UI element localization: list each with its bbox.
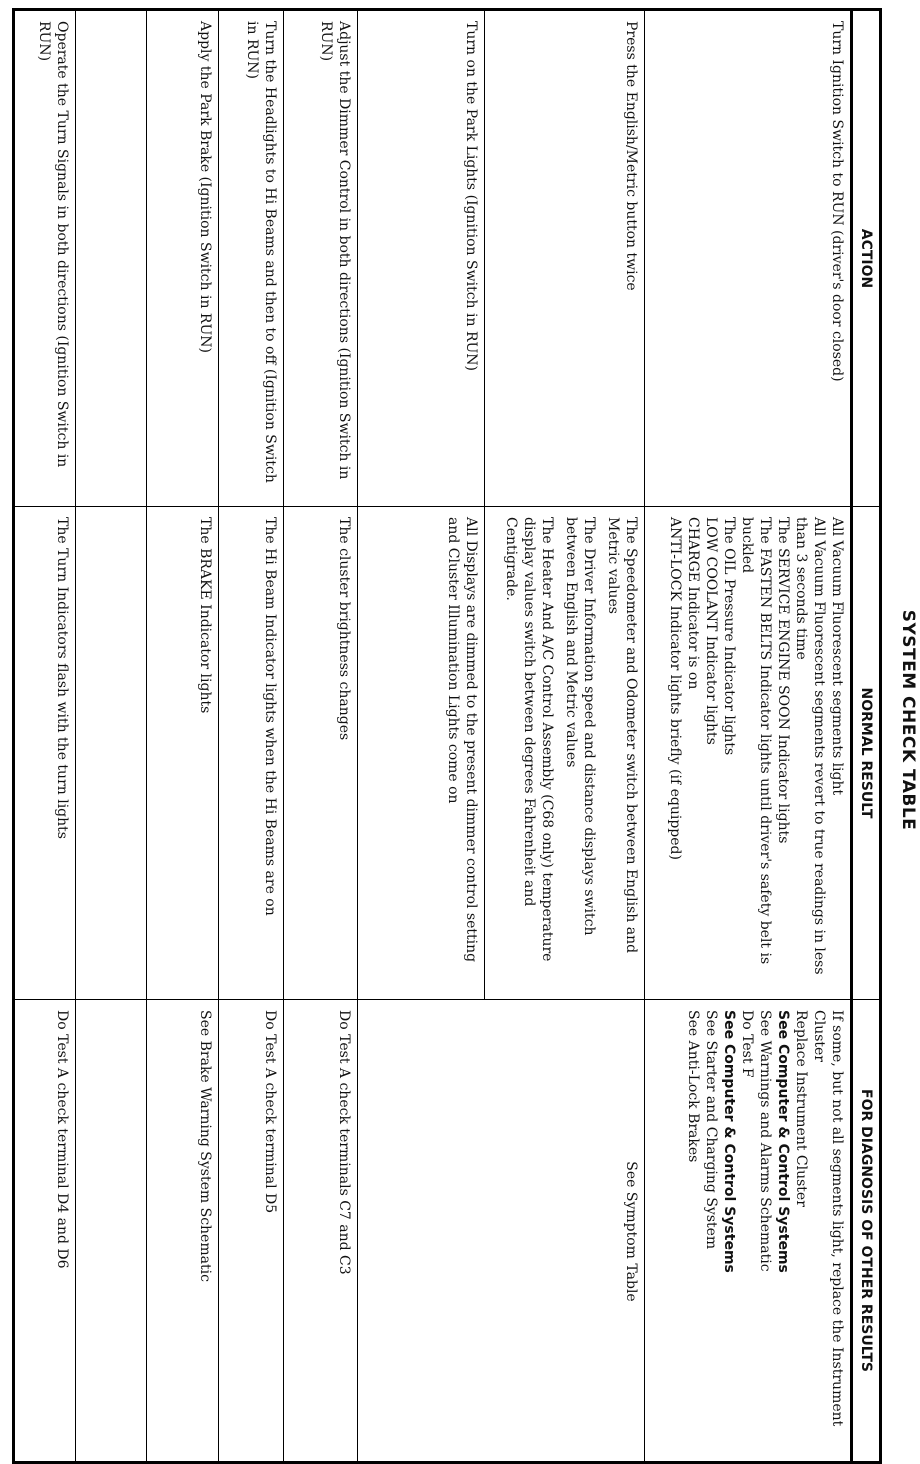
action-text: Operate the Turn Signals in both directions (Ignition Switch in RUN) [35, 21, 70, 468]
normal-result-cell [644, 507, 851, 1000]
action-cell [358, 10, 485, 507]
other-results-cell [284, 1000, 358, 1463]
table-row [14, 10, 76, 1463]
table-row [147, 10, 219, 1463]
diagnosis-text: See Starter and Charging System [703, 1010, 719, 1250]
diagnosis-text: See Computer & Control Systems [775, 1010, 791, 1273]
table-row [284, 10, 358, 1463]
normal-result-text: All Displays are dimmed to the present dimmer control setting and Cluster Illumination Lights come on [444, 517, 479, 963]
diagnosis-text: Do Test A check terminal D5 [262, 1010, 279, 1214]
action-text: Turn on the Park Lights (Ignition Switch in RUN) [462, 21, 479, 371]
action-text: Press the English/Metric button twice [622, 21, 639, 291]
normal-result-text: The Heater And A/C Control Assembly (C68 only) temperature display values switch between degrees Fahrenheit and Centigrade. [502, 517, 555, 962]
table-row [75, 10, 147, 1463]
diagnosis-text: Replace Instrument Cluster [793, 1010, 809, 1207]
normal-result-text: CHARGE Indicator is on [685, 517, 701, 690]
normal-result-text: The cluster brightness changes [336, 517, 353, 741]
other-results-cell [14, 1000, 76, 1463]
normal-result-text: The BRAKE Indicator lights [197, 517, 214, 714]
normal-result-cell [484, 507, 644, 1000]
action-text: Turn Ignition Switch to RUN (driver's door closed) [829, 21, 845, 382]
other-results-cell [75, 1000, 147, 1463]
normal-result-text: The Driver Information speed and distance displays switch between English and Metric values [562, 517, 597, 936]
normal-result-text: The Hi Beam Indicator lights when the Hi Beams are on [262, 517, 279, 916]
other-results-cell [644, 1000, 851, 1463]
action-cell [219, 10, 284, 507]
header-normal-result: NORMAL RESULT [852, 507, 881, 1000]
diagnosis-text: See Anti-Lock Brakes [685, 1010, 701, 1163]
normal-result-text: The FASTEN BELTS Indicator lights until driver's safety belt is buckled [739, 517, 773, 965]
system-check-table [12, 8, 882, 1464]
other-results-cell [219, 1000, 284, 1463]
action-text: Adjust the Dimmer Control in both directions (Ignition Switch in RUN) [318, 21, 353, 480]
diagnosis-text: Do Test F [739, 1010, 755, 1078]
diagnosis-text: Do Test A check terminals C7 and C3 [336, 1010, 353, 1275]
diagnosis-text: See Symptom Table [622, 1161, 639, 1302]
normal-result-cell [75, 507, 147, 1000]
normal-result-text: The SERVICE ENGINE SOON Indicator lights [775, 517, 791, 844]
page-title: SYSTEM CHECK TABLE [898, 609, 918, 831]
normal-result-cell [14, 507, 76, 1000]
table-row [484, 10, 644, 1463]
action-cell [644, 10, 851, 507]
other-results-cell [147, 1000, 219, 1463]
normal-result-cell [284, 507, 358, 1000]
action-text: Apply the Park Brake (Ignition Switch in RUN) [197, 21, 214, 353]
normal-result-text: ANTI-LOCK Indicator lights briefly (if equipped) [667, 517, 683, 860]
diagnosis-text: If some, but not all segments light, replace the Instrument Cluster [811, 1010, 845, 1427]
normal-result-text: The OIL Pressure Indicator lights [721, 517, 737, 756]
header-action: ACTION [852, 10, 881, 507]
action-cell [75, 10, 147, 507]
normal-result-cell [147, 507, 219, 1000]
header-row [852, 10, 881, 1463]
action-cell [14, 10, 76, 507]
diagnosis-text: Do Test A check terminal D4 and D6 [53, 1010, 70, 1269]
action-cell [284, 10, 358, 507]
normal-result-text: The Turn Indicators flash with the turn lights [53, 517, 70, 839]
normal-result-text: All Vacuum Fluorescent segments revert to true readings in less than 3 seconds time [793, 517, 827, 975]
table-row [219, 10, 284, 1463]
action-cell [147, 10, 219, 507]
normal-result-text: All Vacuum Fluorescent segments light [829, 517, 845, 796]
diagnosis-text: See Computer & Control Systems [721, 1010, 737, 1273]
action-cell [484, 10, 644, 507]
diagnosis-text: See Brake Warning System Schematic [197, 1010, 214, 1282]
table-row [644, 10, 851, 1463]
normal-result-cell [219, 507, 284, 1000]
normal-result-text: LOW COOLANT Indicator lights [703, 517, 719, 745]
other-results-cell [358, 1000, 645, 1463]
header-other-results: FOR DIAGNOSIS OF OTHER RESULTS [852, 1000, 881, 1463]
normal-result-cell [358, 507, 485, 1000]
normal-result-text: The Speedometer and Odometer switch between English and Metric values [604, 517, 639, 954]
diagnosis-text: See Warnings and Alarms Schematic [757, 1010, 773, 1272]
action-text: Turn the Headlights to Hi Beams and then to off (Ignition Switch in RUN) [244, 21, 279, 483]
